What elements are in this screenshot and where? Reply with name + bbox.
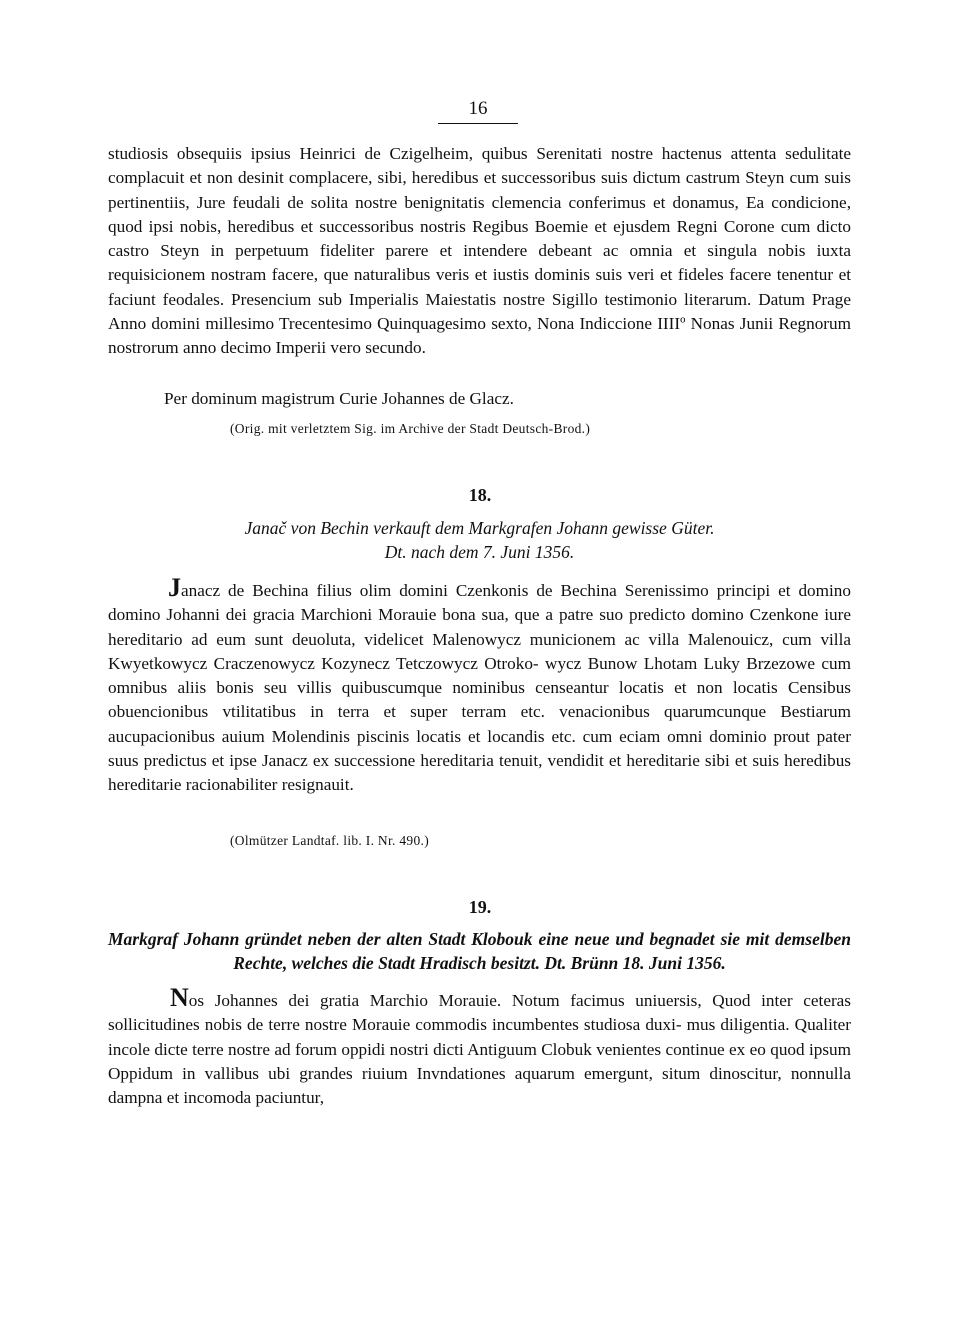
headline-18-line1: Janač von Bechin verkauft dem Markgrafen Johann gewisse Güter. [244,518,715,538]
doc19-body: os Johannes dei gratia Marchio Morauie. Notum facimus uniuersis, Quod inter ceteras sollicitudines nobis de terre nostre Morauie commodis incumbentes studiosa duxi- mus diligentia. Qualiter incole dicte terre nostre ad forum oppidi nostri dicti Antiguum Clobuk venientes continue ex eo quod ipsum Oppidum in vallibus ubi grandes riuium Invndationes aquarum emergunt, situm dinoscitur, nonnulla dampna et incomoda paciuntur, [108,991,851,1108]
doc18-body: anacz de Bechina filius olim domini Czenkonis de Bechina Serenissimo principi et domino domino Johanni dei gracia Marchioni Morauie bona sua, que a patre suo predicto domino Czenkone iure hereditario ad eum sunt deuoluta, videlicet Malenowycz municionem ac villa Malenouicz, cum villa Kwyetkowycz Craczenowycz Kozynecz Tetczowycz Otroko- wycz Bunow Lhotam Luky Brzezowe cum omnibus aliis bonis seu villis quibuscumque nominibus censeantur locatis et non locatis Censibus obuencionibus vtilitatibus in terra et super terram etc. venacionibus quarumcunque Bestiarum aucupacionibus auium Molendinis piscinis locatis et locandis etc. cum eciam omni dominio prout pater suus predictus et ipse Janacz ex successione hereditaria tenuit, vendidit et hereditarie sibi et suis heredibus hereditarie racionabiliter resignauit. [108,581,851,795]
headline-19: Markgraf Johann gründet neben der alten Stadt Klobouk eine neue und begnadet sie mit demselben Rechte, welches die Stadt Hradisch besitzt. Dt. Brünn 18. Juni 1356. [108,929,851,973]
doc18-text [108,573,851,798]
doc-number-18: 18. [468,485,492,505]
drop-initial-j: J [168,573,181,602]
source-note-orig: (Orig. mit verletztem Sig. im Archive der Stadt Deutsch-Brod.) [230,421,591,436]
page-number-rule [438,123,518,124]
doc-number-19: 19. [468,897,492,917]
continuation-text [108,142,851,361]
doc19-text [108,983,851,1110]
source-note-landtaf: (Olmützer Landtaf. lib. I. Nr. 490.) [230,833,429,848]
doc18-paragraph [108,573,851,798]
drop-initial-n: N [170,983,189,1012]
headline-18-line2: Dt. nach dem 7. Juni 1356. [384,542,575,562]
page-number: 16 [468,98,488,119]
doc19-paragraph [108,983,851,1110]
signature-line: Per dominum magistrum Curie Johannes de Glacz. [164,389,514,408]
continuation-paragraph: studiosis obsequiis ipsius Heinrici de Czigelheim, quibus Serenitati nostre hactenus attenta sedulitate complacuit et non desinit complacere, sibi, heredibus et successoribus suis dictum castrum Steyn cum suis pertinentiis, Jure feudali de solita nostre benignitatis clemencia conferimus et donamus, Ea condicione, quod ipsi nobis, heredibus et successoribus nostris Regibus Boemie et ejusdem Regni Corone cum dicto castro Steyn in perpetuum fideliter parere et intendere debeant ac omnia et singula nobis iuxta requisicionem nostram facere, que naturalibus veris et iustis dominis suis veri et fideles facere tenentur et faciunt feodales. Presencium sub Imperialis Maiestatis nostre Sigillo testimonio literarum. Datum Prage Anno domini millesimo Trecentesimo Quinquagesimo sexto, Nona Indiccione IIIIº Nonas Junii Regnorum nostrorum anno decimo Imperii vero secundo. [108,144,851,358]
